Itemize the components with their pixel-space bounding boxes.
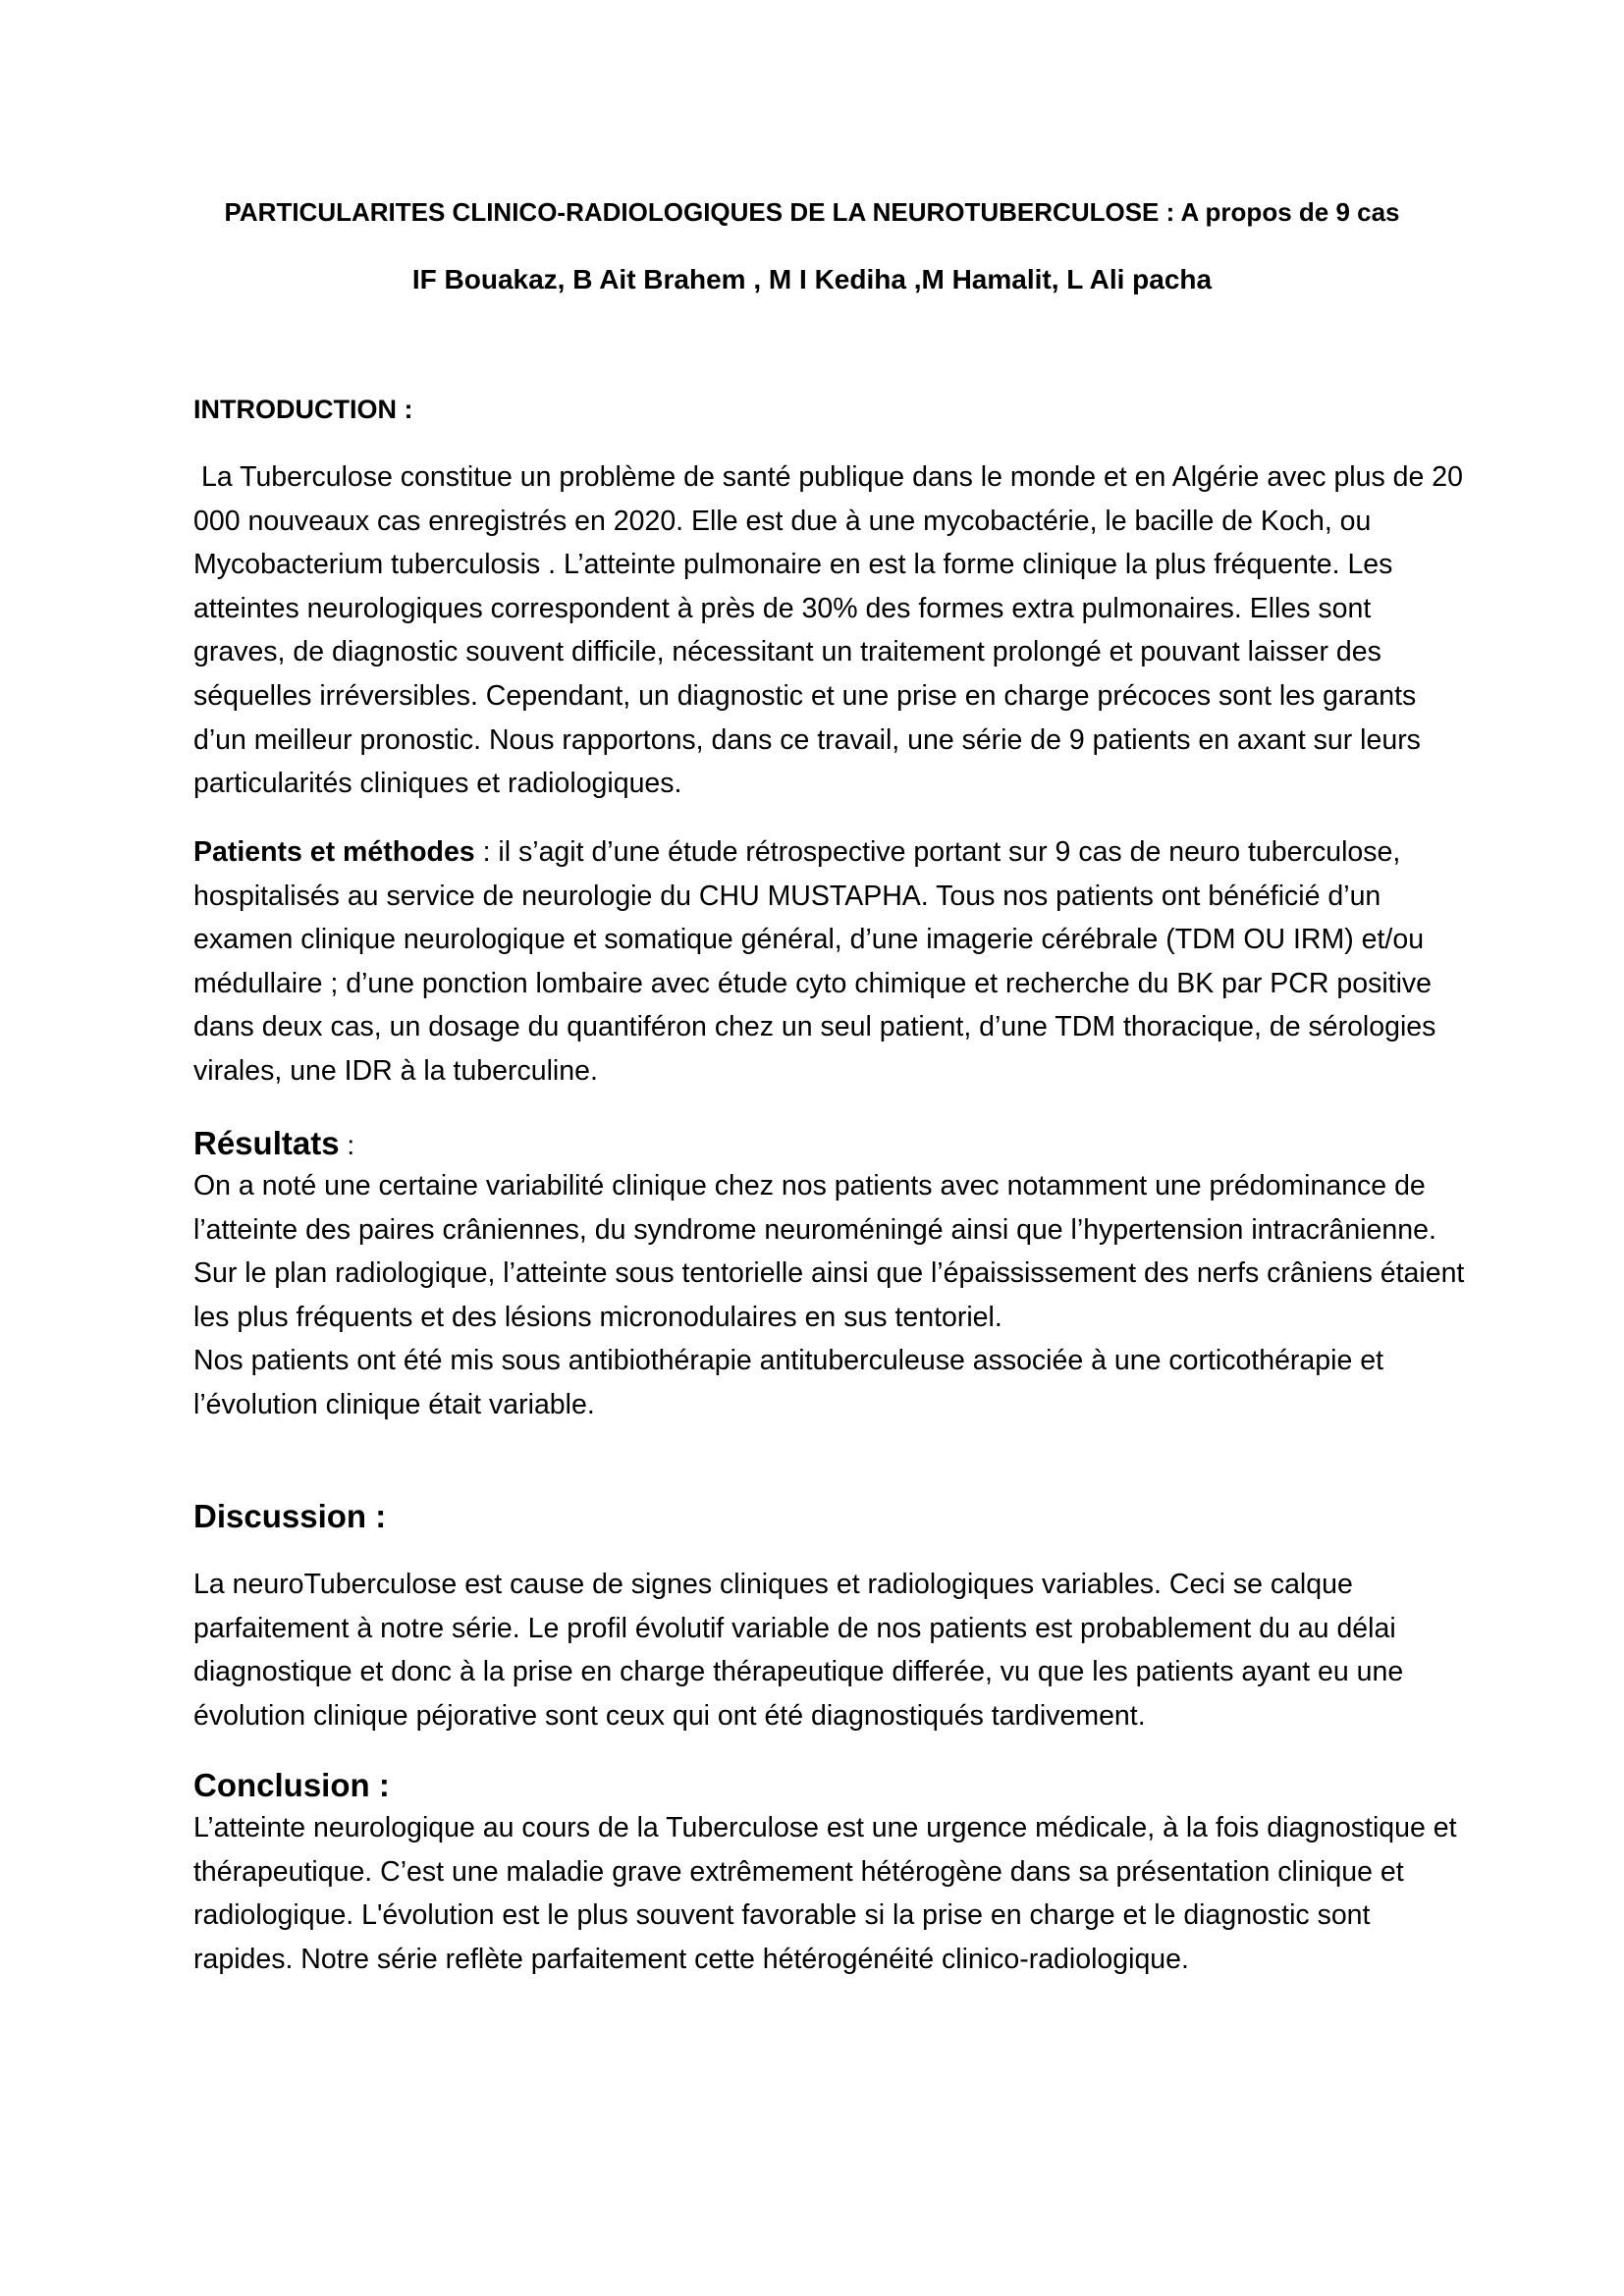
introduction-heading: INTRODUCTION : [193, 395, 413, 424]
author-list: IF Bouakaz, B Ait Brahem , M I Kediha ,M Hamalit, L Ali pacha [411, 264, 1213, 294]
conclusion-paragraph: L’atteinte neurologique au cours de la Tuberculose est une urgence médicale, à la fois diagnostique et thérapeutique. C’est une maladie grave extrêmement hétérogène dans sa présentation clinique et radiologique. L'évolution est le plus souvent favorable si la prise en charge et le diagnostic sont rapides. Notre série reflète parfaitement cette hétérogénéité clinico-radiologique. [193, 1812, 1457, 1975]
results-body [193, 1164, 1470, 1427]
methods-paragraph [193, 830, 1470, 1094]
results-heading [193, 1122, 354, 1167]
results-heading-text: Résultats [193, 1125, 340, 1161]
introduction-paragraph: La Tuberculose constitue un problème de santé publique dans le monde et en Algérie avec plus de 20 000 nouveaux cas enregistrés en 2020. Elle est due à une mycobactérie, le bacille de Koch, ou Mycobacterium tuberculosis . L’atteinte pulmonaire en est la forme clinique la plus fréquente. Les atteintes neurologiques correspondent à près de 30% des formes extra pulmonaires. Elles sont graves, de diagnostic souvent difficile, nécessitant un traitement prolongé et pouvant laisser des séquelles irréversibles. Cependant, un diagnostic et une prise en charge précoces sont les garants d’un meilleur pronostic. Nous rapportons, dans ce travail, une série de 9 patients en axant sur leurs particularités cliniques et radiologiques. [193, 461, 1463, 800]
results-paragraph-treatment: Nos patients ont été mis sous antibiothérapie antituberculeuse associée à une corticothérapie et l’évolution clinique était variable. [193, 1345, 1383, 1420]
methods-heading: Patients et méthodes [193, 836, 475, 868]
results-paragraph-clinical: On a noté une certaine variabilité clinique chez nos patients avec notamment une prédominance de l’atteinte des paires crâniennes, du syndrome neuroméningé ainsi que l’hypertension intracrânienne. [193, 1170, 1436, 1246]
methods-text: : il s’agit d’une étude rétrospective portant sur 9 cas de neuro tuberculose, hospitalisés au service de neurologie du CHU MUSTAPHA. Tous nos patients ont bénéficié d’un examen clinique neurologique et somatique général, d’une imagerie cérébrale (TDM OU IRM) et/ou médullaire ; d’une ponction lombaire avec étude cyto chimique et recherche du BK par PCR positive dans deux cas, un dosage du quantiféron chez un seul patient, d’une TDM thoracique, de sérologies virales, une IDR à la tuberculine. [193, 836, 1436, 1087]
discussion-heading: Discussion : [193, 1498, 387, 1534]
results-heading-colon: : [339, 1130, 355, 1160]
conclusion-heading: Conclusion : [193, 1767, 390, 1803]
discussion-paragraph: La neuroTuberculose est cause de signes cliniques et radiologiques variables. Ceci se calque parfaitement à notre série. Le profil évolutif variable de nos patients est probablement du au délai diagnostique et donc à la prise en charge thérapeutique differée, vu que les patients ayant eu une évolution clinique péjorative sont ceux qui ont été diagnostiqués tardivement. [193, 1569, 1404, 1732]
results-paragraph-radiological: Sur le plan radiologique, l’atteinte sous tentorielle ainsi que l’épaississement des nerfs crâniens étaient les plus fréquents et des lésions micronodulaires en sus tentoriel. [193, 1257, 1465, 1333]
document-title: PARTICULARITES CLINICO-RADIOLOGIQUES DE LA NEUROTUBERCULOSE : A propos de 9 cas [224, 197, 1400, 227]
